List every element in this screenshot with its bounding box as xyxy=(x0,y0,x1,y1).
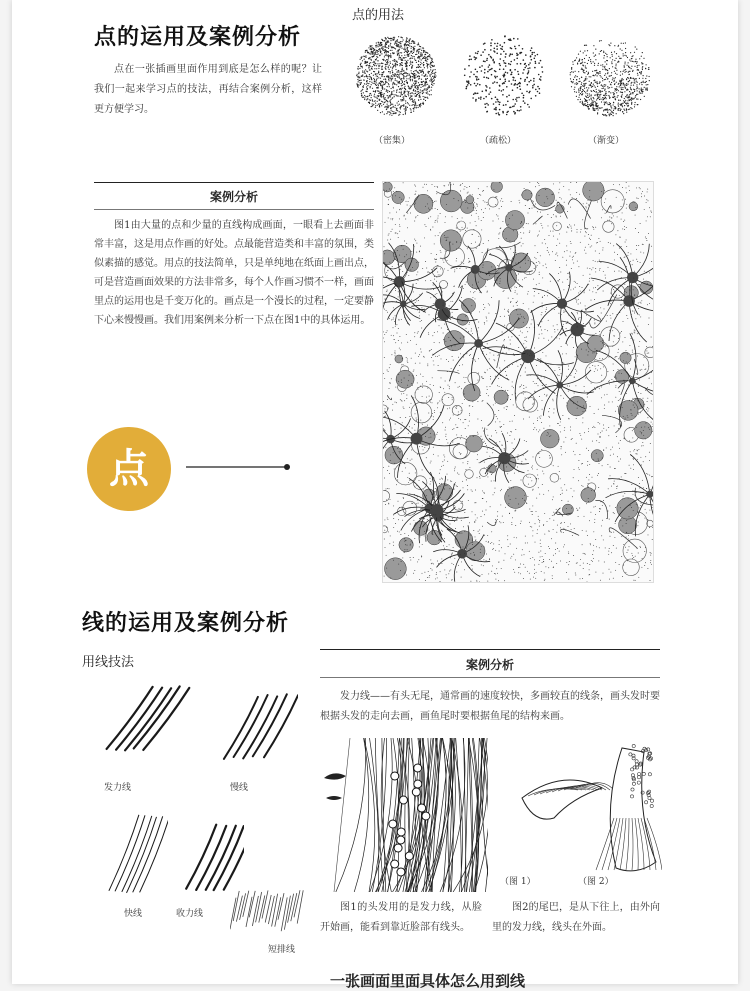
slow-line-label: 慢线 xyxy=(230,780,248,793)
fast-line-strokes xyxy=(94,810,168,900)
lines-case-bottom-rule xyxy=(320,677,660,678)
badge-pointer-line xyxy=(186,462,292,472)
sparse-dots-illustration xyxy=(456,34,552,118)
dots-usage-title: 点的用法 xyxy=(352,4,404,23)
figure-2-caption: 图2的尾巴，是从下往上，由外向里的发力线，线头在外面。 xyxy=(492,898,660,938)
lines-case-paragraph: 发力线——有头无尾，通常画的速度较快，多画较直的线条，画头发时要根据头发的走向去画，画鱼尾时要根据鱼尾的结构来画。 xyxy=(320,687,660,727)
lines-case-heading: 案例分析 xyxy=(320,656,660,673)
fast-line-label: 快线 xyxy=(124,906,142,919)
floral-dot-illustration xyxy=(382,181,654,583)
slow-line-strokes xyxy=(208,688,298,764)
cut-off-heading: 一张画面里面具体怎么用到线 xyxy=(330,970,525,991)
lines-technique-title: 用线技法 xyxy=(82,651,134,670)
sparse-dots-label: （疏松） xyxy=(480,133,516,146)
dot-badge xyxy=(87,427,171,511)
dots-case-top-rule xyxy=(94,182,374,183)
dots-case-bottom-rule xyxy=(94,209,374,210)
dots-case-heading: 案例分析 xyxy=(94,188,374,205)
short-hatch-strokes xyxy=(230,884,310,940)
page-sheet xyxy=(12,0,738,984)
closing-line-label: 收力线 xyxy=(176,906,203,919)
figure-1-label: （图 1） xyxy=(500,874,536,887)
short-hatch-label: 短排线 xyxy=(268,942,295,955)
lines-section-title: 线的运用及案例分析 xyxy=(82,606,289,637)
figure-1-caption: 图1的头发用的是发力线，从脸开始画，能看到靠近脸部有线头。 xyxy=(320,898,482,938)
dense-dots-label: （密集） xyxy=(374,133,410,146)
figure-1-hair-illustration xyxy=(320,738,488,892)
dots-section-title: 点的运用及案例分析 xyxy=(94,20,301,51)
figure-2-label: （图 2） xyxy=(578,874,614,887)
dots-case-paragraph: 图1由大量的点和少量的直线构成画面，一眼看上去画面非常丰富，这是用点作画的好处。点最能营造类和丰富的氛围，类似素描的感觉。用点的技法简单，只是单纯地在纸面上画出点，可是营造画面效果的方法非常多，每个人作画习惯不一样，画面里点的运用也是千变万化的。画点是一个漫长的过程，一定要静下心来慢慢画。我们用案例来分析一下点在图1中的具体运用。 xyxy=(94,216,374,330)
force-line-strokes xyxy=(92,682,192,762)
force-line-label: 发力线 xyxy=(104,780,131,793)
dot-badge-label: 点 xyxy=(87,427,171,511)
gradient-dots-illustration xyxy=(562,34,658,118)
lines-case-top-rule xyxy=(320,649,660,650)
gradient-dots-label: （渐变） xyxy=(588,133,624,146)
dense-dots-illustration xyxy=(348,34,444,118)
dots-intro-paragraph: 点在一张插画里面作用到底是怎么样的呢？让我们一起来学习点的技法，再结合案例分析，这样更方便学习。 xyxy=(94,60,322,120)
figure-2-fishtail-illustration xyxy=(502,738,662,892)
